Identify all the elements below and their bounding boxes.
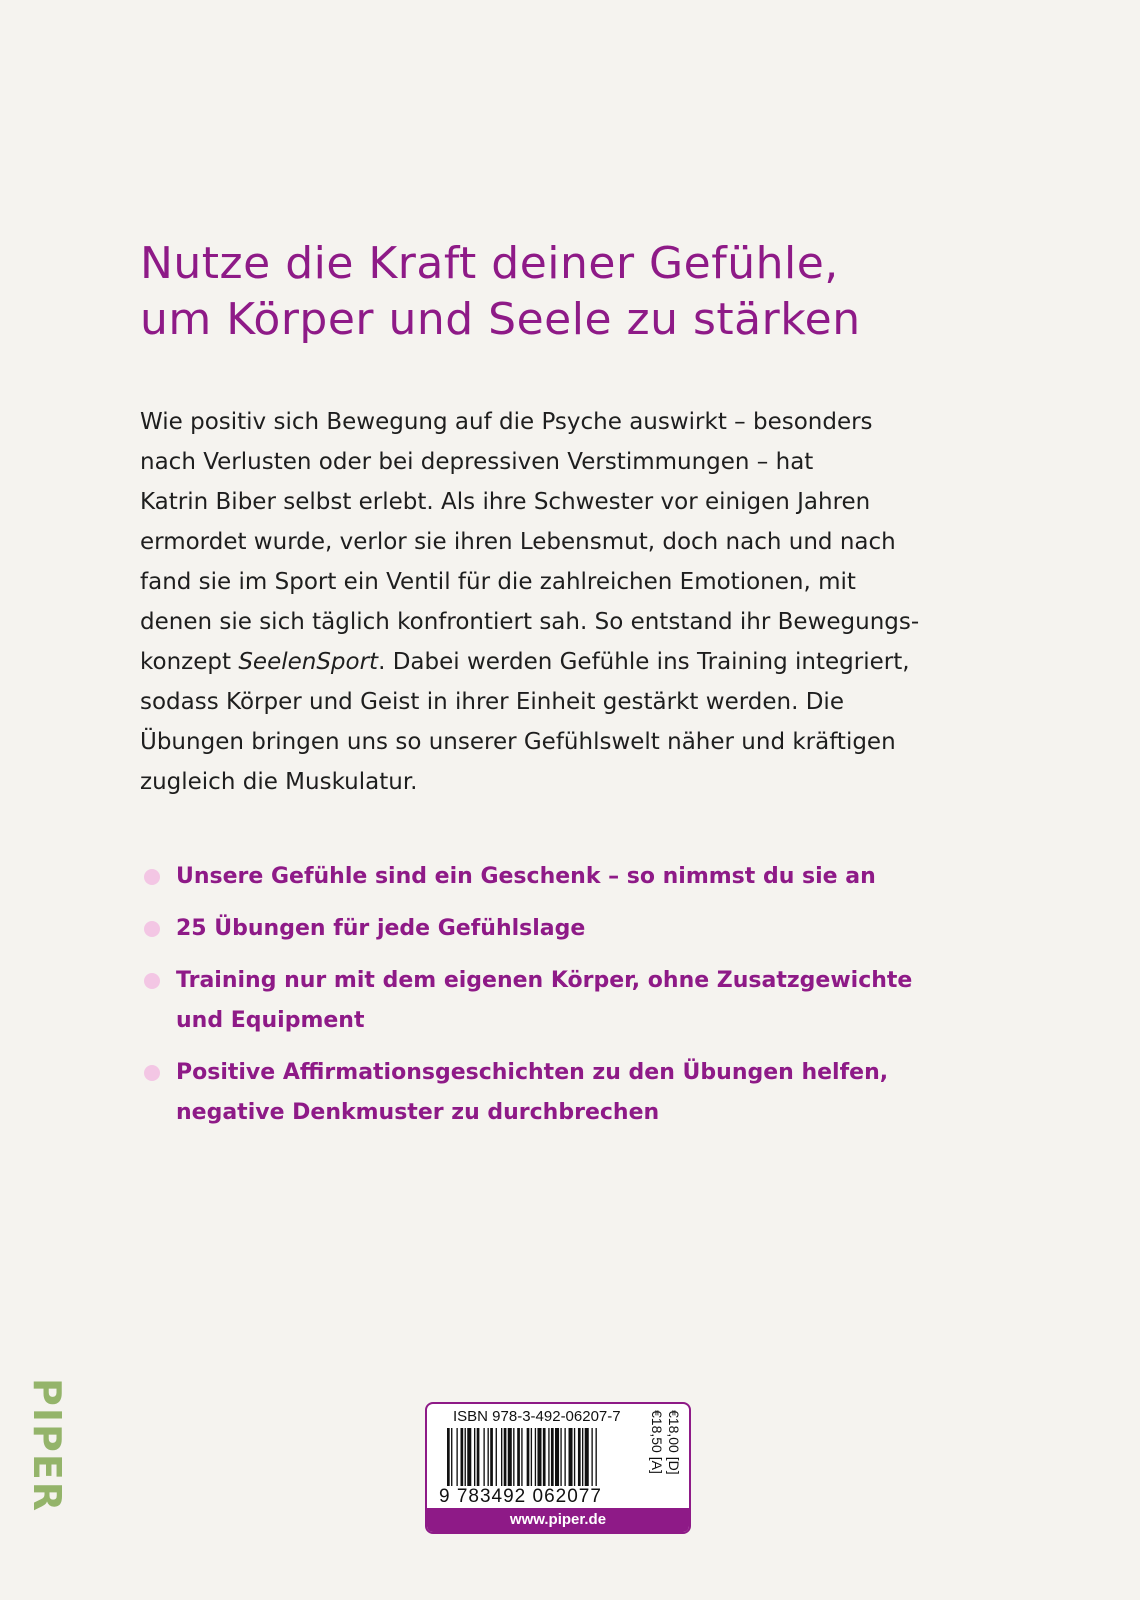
description-text: . Dabei werden Gefühle ins Training integriert, — [378, 649, 910, 675]
price-block — [648, 1410, 682, 1514]
description-line: nach Verlusten oder bei depressiven Verstimmungen – hat — [140, 449, 814, 475]
feature-item — [140, 857, 1020, 897]
description-line: Übungen bringen uns so unserer Gefühlswelt näher und kräftigen — [140, 729, 896, 755]
feature-item — [140, 961, 1020, 1041]
feature-text: und Equipment — [176, 1008, 365, 1033]
price-germany: €18,00 [D] — [666, 1410, 682, 1475]
bullet-dot-icon — [144, 973, 160, 989]
isbn-number: ISBN 978-3-492-06207-7 — [453, 1408, 621, 1425]
feature-text: Positive Affirmationsgeschichten zu den Übungen helfen, — [176, 1060, 889, 1085]
headline — [140, 236, 1040, 348]
feature-list — [140, 857, 1020, 1145]
concept-name: SeelenSport — [238, 649, 379, 675]
feature-item — [140, 909, 1020, 949]
feature-text: Training nur mit dem eigenen Körper, ohne Zusatzgewichte — [176, 968, 913, 993]
publisher-url: www.piper.de — [427, 1508, 689, 1532]
bullet-dot-icon — [144, 1065, 160, 1081]
description-line: zugleich die Muskulatur. — [140, 769, 418, 795]
description-paragraph — [140, 402, 1020, 802]
publisher-logo: PIPER — [25, 1378, 69, 1514]
bullet-dot-icon — [144, 921, 160, 937]
headline-line-1: Nutze die Kraft deiner Gefühle, — [140, 238, 839, 289]
description-line: denen sie sich täglich konfrontiert sah. So entstand ihr Bewegungs- — [140, 609, 920, 635]
barcode-label — [425, 1402, 691, 1534]
description-line: fand sie im Sport ein Ventil für die zahlreichen Emotionen, mit — [140, 569, 856, 595]
description-line: sodass Körper und Geist in ihrer Einheit gestärkt werden. Die — [140, 689, 844, 715]
description-line — [140, 642, 1020, 682]
description-line: Wie positiv sich Bewegung auf die Psyche auswirkt – besonders — [140, 409, 873, 435]
bullet-dot-icon — [144, 869, 160, 885]
description-text: konzept — [140, 649, 239, 675]
description-line: Katrin Biber selbst erlebt. Als ihre Schwester vor einigen Jahren — [140, 489, 871, 515]
feature-text: Unsere Gefühle sind ein Geschenk – so nimmst du sie an — [176, 864, 876, 889]
feature-text: negative Denkmuster zu durchbrechen — [176, 1100, 660, 1125]
feature-text: 25 Übungen für jede Gefühlslage — [176, 916, 586, 941]
headline-line-2: um Körper und Seele zu stärken — [140, 294, 861, 345]
description-line: ermordet wurde, verlor sie ihren Lebensmut, doch nach und nach — [140, 529, 896, 555]
ean-digits: 9 783492 062077 — [439, 1486, 602, 1507]
price-austria: €18,50 [A] — [649, 1410, 665, 1474]
feature-item — [140, 1053, 1020, 1133]
